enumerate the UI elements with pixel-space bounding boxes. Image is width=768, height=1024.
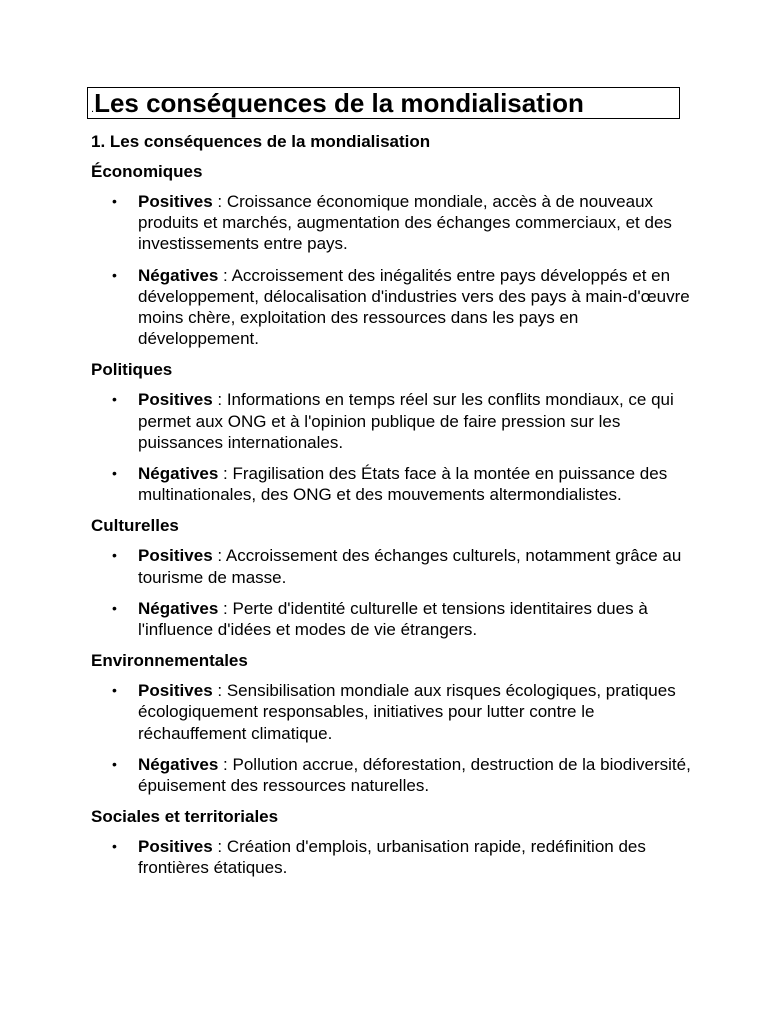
bullet-icon: • (112, 465, 117, 482)
bullet-icon: • (112, 755, 117, 772)
item-text: Pollution accrue, déforestation, destruction de la biodiversité, épuisement des ressources naturelles. (138, 754, 691, 796)
category-heading-economiques: Économiques (91, 162, 203, 181)
item-separator: : (212, 837, 227, 857)
item-text: Fragilisation des États face à la montée en puissance des multinationales, des ONG et des mouvements altermondialistes. (138, 464, 668, 505)
bullet-icon: • (112, 682, 117, 699)
item-lead: Négatives (138, 464, 219, 484)
category-heading-culturelles: Culturelles (91, 516, 179, 536)
item-separator: : (218, 598, 233, 618)
list-item (91, 598, 691, 640)
list-economiques (91, 191, 691, 349)
item-lead: Positives (138, 681, 213, 701)
category-heading-politiques: Politiques (91, 360, 173, 380)
item-text: Perte d'identité culturelle et tensions identitaires dues à l'influence d'idées et modes de vie étrangers. (138, 598, 648, 640)
item-text: Croissance économique mondiale, accès à de nouveaux produits et marchés, augmentation des échanges commerciaux, et des investissements entre pays. (138, 192, 672, 254)
bullet-icon: • (112, 266, 117, 283)
bullet-icon: • (112, 391, 117, 408)
item-lead: Négatives (138, 598, 219, 618)
category-heading-environnementales: Environnementales (91, 651, 248, 671)
item-lead: Positives (138, 837, 213, 857)
item-separator: : (212, 546, 226, 566)
title-prefix: . (91, 103, 95, 115)
item-lead: Négatives (138, 265, 219, 285)
list-culturelles (91, 545, 691, 640)
bullet-icon: • (112, 193, 117, 209)
list-item (91, 836, 691, 878)
item-text: Accroissement des inégalités entre pays développés et en développement, délocalisation d'industries vers des pays à main-d'œuvre moins chère, exploitation des ressources dans les pays en développement. (138, 265, 690, 349)
list-item (91, 389, 691, 453)
list-sociales-territoriales (91, 836, 691, 878)
list-environnementales (91, 680, 691, 796)
item-lead: Positives (138, 390, 213, 410)
item-text: Informations en temps réel sur les conflits mondiaux, ce qui permet aux ONG et à l'opinion publique de faire pression sur les puissances internationales. (138, 390, 674, 452)
item-separator: : (218, 754, 233, 774)
title-box (87, 87, 680, 119)
list-item (91, 265, 691, 350)
item-separator: : (212, 681, 227, 701)
item-lead: Négatives (138, 754, 219, 774)
item-separator: : (212, 390, 227, 410)
item-text: Accroissement des échanges culturels, notamment grâce au tourisme de masse. (138, 546, 682, 587)
item-text: Création d'emplois, urbanisation rapide, redéfinition des frontières étatiques. (138, 837, 646, 878)
item-lead: Positives (138, 192, 213, 211)
item-separator: : (218, 265, 232, 285)
list-item (91, 545, 691, 587)
list-item (91, 680, 691, 744)
bullet-icon: • (112, 838, 117, 855)
list-item (91, 191, 691, 255)
list-item (91, 463, 691, 505)
bullet-icon: • (112, 599, 117, 616)
document-body (91, 131, 691, 889)
item-separator: : (218, 464, 233, 484)
list-item (91, 754, 691, 796)
bullet-icon: • (112, 547, 117, 564)
item-text: Sensibilisation mondiale aux risques écologiques, pratiques écologiquement responsables, initiatives pour lutter contre le réchauffement climatique. (138, 681, 676, 743)
item-lead: Positives (138, 546, 213, 566)
list-politiques (91, 389, 691, 505)
item-separator: : (212, 192, 227, 211)
section-subtitle: 1. Les conséquences de la mondialisation (91, 132, 431, 151)
page-title: Les conséquences de la mondialisation (94, 88, 584, 118)
category-heading-sociales-territoriales: Sociales et territoriales (91, 807, 279, 827)
